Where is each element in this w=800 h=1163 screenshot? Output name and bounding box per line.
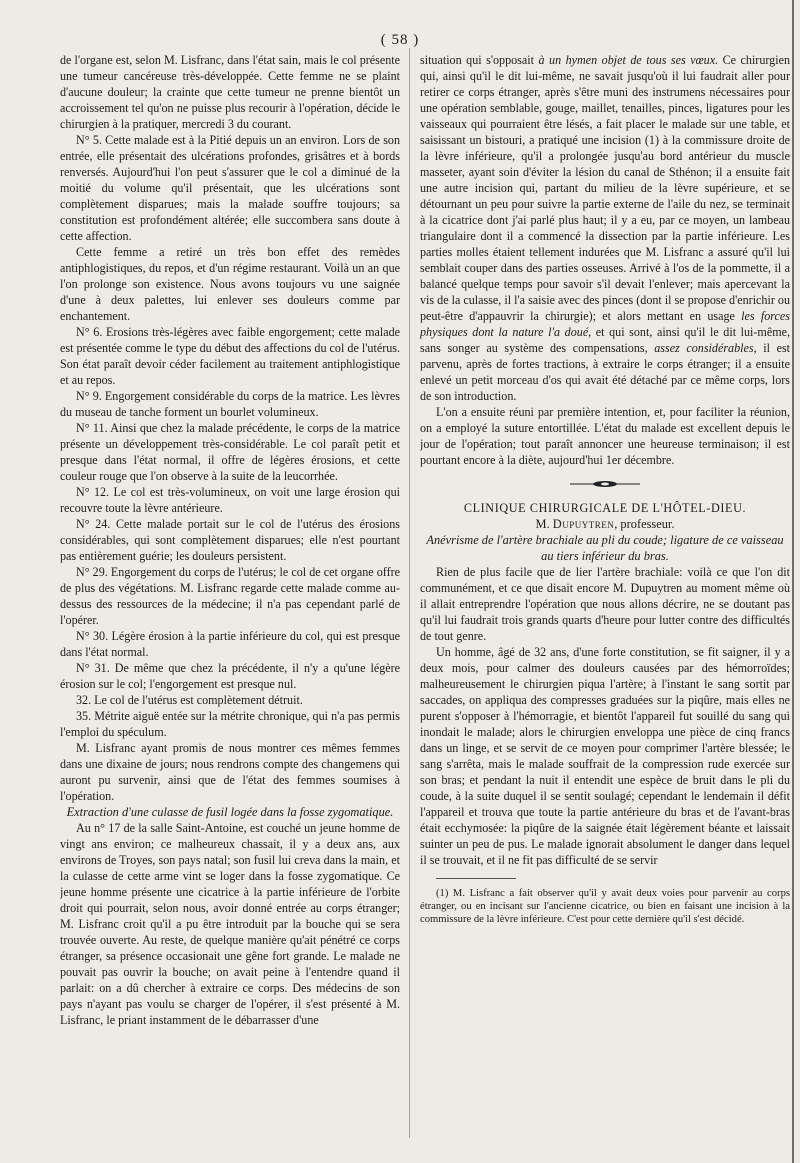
page-number: ( 58 ) xyxy=(380,32,420,48)
text-run: il est parvenu, après de fortes tractions, à extraire le corps étranger; il a ensuite enlevé un petit morceau d'os qui avait été détaché par ce même corps, lors de son introduction. xyxy=(420,341,790,403)
paragraph: Un homme, âgé de 32 ans, d'une forte constitution, se fit saigner, il y a deux mois, pour calmer des douleurs causées par des hémorroïdes; malheureusement le chirurgien piqua l'artère; à l'instant le sang sortit par saccades, on appliqua des compresses graduées sur la piqûre, mais elles ne purent s'opposer à l'hémorragie, et bientôt l'appareil fut souillé du sang qui inondait le malade; alors le chirurgien enveloppa une pièce de cinq francs dans un linge, et se servit de ce moyen pour comprimer l'artère blessée; le sang s'arrêta, mais le malade souffrait de la compression rude exercée sur son bras; et pendant la nuit il entendit une espèce de bruit dans le pli du coude, à la suite duquel il se sentit soulagé; cependant le lendemain il défit l'appareil et trouva que toute la partie antérieure du bras et de l'avant-bras était ecchymosée: la piqûre de la saignée était légèrement béante et laissait suinter un peu de pus. Le malade ignorait absolument le danger dans lequel il se trouvait, et il ne fit pas difficulté de se servir xyxy=(420,645,790,867)
paragraph: N° 5. Cette malade est à la Pitié depuis un an environ. Lors de son entrée, elle présentait des ulcérations profondes, grisâtres et à bords renversés. Aujourd'hui l'on peut s'assurer que le col a diminué de la moitié du volume qu'il présentait, que les ulcérations sont complètement disparues; mais la malade souffre toujours; sa constitution est profondément altérée; elle succombera sans doute à cette affection. xyxy=(60,133,400,243)
column-divider xyxy=(409,48,410,1138)
professor-line xyxy=(420,516,790,532)
left-paragraphs-after xyxy=(60,820,400,1028)
continuation-paragraph xyxy=(420,52,790,404)
paragraph: Rien de plus facile que de lier l'artère brachiale: voilà ce que l'on dit communément, et ce que disait encore M. Dupuytren au moment même où il allait entreprendre l'opération que nous allons décrire, ne se doutant pas qu'il lui faudrait trois grands quarts d'heure pour lutter contre des difficultés de tout genre. xyxy=(420,565,790,643)
paragraph: N° 31. De même que chez la précédente, il n'y a qu'une légère érosion sur le col; l'engorgement est presque nul. xyxy=(60,661,400,691)
italic-run: les forces physiques dont la nature l'a doué, xyxy=(420,309,790,339)
paragraph-reunion: L'on a ensuite réuni par première intention, et, pour faciliter la réunion, on a employé la suture entortillée. L'état du malade est excellent depuis le jour de l'opération; tout paraît annoncer une heureuse terminaison; il est pourtant encore à la diète, aujourd'hui 1er décembre. xyxy=(420,405,790,467)
page-edge xyxy=(792,0,794,1163)
paragraph: N° 12. Le col est très-volumineux, on voit une large érosion qui recouvre toute la lèvre antérieure. xyxy=(60,485,400,515)
text-run: situation qui s'opposait xyxy=(420,53,539,67)
paragraph: N° 29. Engorgement du corps de l'utérus; le col de cet organe offre de plus des végétations. M. Lisfranc regarde cette malade comme au-dessus des ressources de la médecine; il n'a pas cependant parlé de l'opérer. xyxy=(60,565,400,627)
left-paragraphs-before xyxy=(60,52,400,804)
italic-run: à un hymen objet de tous ses vœux. xyxy=(538,53,719,67)
paragraph: N° 9. Engorgement considérable du corps de la matrice. Les lèvres du museau de tanche forment un bourlet volumineux. xyxy=(60,389,400,419)
footnote-rule xyxy=(436,878,516,879)
paragraph: 35. Métrite aiguë entée sur la métrite chronique, qui n'a pas permis l'emploi du spéculum. xyxy=(60,709,400,739)
section-heading: Extraction d'une culasse de fusil logée dans la fosse zygomatique. xyxy=(66,805,394,819)
text-run: M. xyxy=(535,517,550,531)
clinic-title: CLINIQUE CHIRURGICALE DE L'HÔTEL-DIEU. xyxy=(463,501,747,515)
paragraph: 32. Le col de l'utérus est complètement détruit. xyxy=(76,693,303,707)
paragraph: N° 30. Légère érosion à la partie inférieure du col, qui est presque dans l'état normal. xyxy=(60,629,400,659)
paragraph: N° 11. Ainsi que chez la malade précédente, le corps de la matrice présente un développement très-considérable. Le col paraît petit et presque dans l'état normal, il offre de légères érosions, et cette couleur rouge que l'on observe à la suite de la leucorrhée. xyxy=(60,421,400,483)
ornament-separator-icon xyxy=(570,480,640,488)
paragraph: N° 24. Cette malade portait sur le col de l'utérus des érosions considérables, qui sont complètement disparues; elle n'est pourtant pas entièrement guérie; les douleurs persistent. xyxy=(60,517,400,563)
italic-run: assez considérables, xyxy=(654,341,757,355)
footnote: (1) M. Lisfranc a fait observer qu'il y avait deux voies pour parvenir au corps étranger, ou en incisant sur l'ancienne cicatrice, ou bien en faisant une incision à la commissure de la lèvre inférieure. C'est pour cette dernière qu'il s'est décidé. xyxy=(420,888,790,925)
paragraph: Cette femme a retiré un très bon effet des remèdes antiphlogistiques, du repos, et d'un régime restaurant. Voilà un an que l'on prolonge son existence. Nous avons toujours vu une saignée d'une à deux palettes, lui enlever ses douleurs comme par enchantement. xyxy=(60,245,400,323)
text-run: et qui sont, ainsi qu'il le dit lui-même, sans songer au système des compensations, xyxy=(420,325,790,355)
text-run: , professeur. xyxy=(614,517,675,531)
paragraph: de l'organe est, selon M. Lisfranc, dans l'état sain, mais le col présente une tumeur cancéreuse très-développée. Cette femme ne se plaint d'aucune douleur; la crainte que cette tumeur ne prenne bientôt un accroissement tel qu'on ne puisse plus recourir à l'opération, décide le chirurgien à la pratiquer, mercredi 3 du courant. xyxy=(60,53,400,131)
paragraph: N° 6. Erosions très-légères avec faible engorgement; cette malade est présentée comme le type du début des affections du col de l'utérus. Son état paraît devoir céder facilement au traitement antiphlogistique et au repos. xyxy=(60,325,400,387)
text-run: Ce chirurgien qui, ainsi qu'il le dit lui-même, ne savait jusqu'où il lui faudrait aller pour retirer ce corps étranger, après s'être muni des instrumens nécessaires pour une opération semblable, gouge, maillet, tenailles, pinces, ligatures pour les vaisseaux qui pourraient être lésés, a fait placer le malade sur une table, et saisissant un bistouri, a pratiqué une incision (1) à la commissure droite de la lèvre inférieure, qu'il a prolongée jusqu'au bord antérieur du muscle masseter, ayant soin d'éviter la lésion du canal de Sthénon; il a ensuite fait une autre incision qui, partant du milieu de la lèvre supérieure, et se détournant un peu pour suivre la partie externe de l'aile du nez, se terminait à la cicatrice dont j'ai parlé plus haut; il y a eu, par ce moyen, un lambeau triangulaire dont il a commencé la dissection par la partie inférieure. Les parties molles étaient tellement indurées que M. Lisfranc a assuré qu'il lui semblait couper dans des parties osseuses. Arrivé à l'os de la pommette, il a balancé quelque temps pour savoir s'il devait l'enlever; mais apercevant la vis de la culasse, il l'a saisie avec des pinces (dont il se propose d'enrichir ou peut-être d'appauvrir la chirurgie); et alors mettant en usage xyxy=(420,53,790,323)
paragraph: Au n° 17 de la salle Saint-Antoine, est couché un jeune homme de vingt ans environ; ce malheureux chassait, il y a deux ans, aux environs de Troyes, son pays natal; son fusil lui creva dans la main, et la culasse de cette arme vint se loger dans la fosse zygomatique. Ce jeune homme présente une cicatrice à la partie inférieure de l'orbite droit qui pourrait, selon nous, avoir donné entrée au corps étranger; M. Lisfranc croit qu'il a pu être introduit par la bouche qui se sera trouvée ouverte. Au reste, de quelque manière qu'ait pénétré ce corps étranger, sa présence occasionait une gêne fort grande. Le malade ne pouvait pas ouvrir la bouche; on avait peine à l'entendre quand il parlait: on a dû chercher à extraire ce corps. Des médecins de son pays n'ayant pas voulu se charger de l'opérer, il s'est présenté à M. Lisfranc, le priant instamment de le débarrasser d'une xyxy=(60,821,400,1027)
left-column xyxy=(60,52,400,1143)
case-title: Anévrisme de l'artère brachiale au pli du coude; ligature de ce vaisseau au tiers inférieur du bras. xyxy=(426,533,784,563)
paragraph: M. Lisfranc ayant promis de nous montrer ces mêmes femmes dans une dixaine de jours; nous rendrons compte des changemens qui auront pu survenir, ainsi que de l'état des femmes soumises à l'opération. xyxy=(60,741,400,803)
professor-name: Dupuytren xyxy=(552,517,615,531)
right-column xyxy=(420,52,790,1143)
